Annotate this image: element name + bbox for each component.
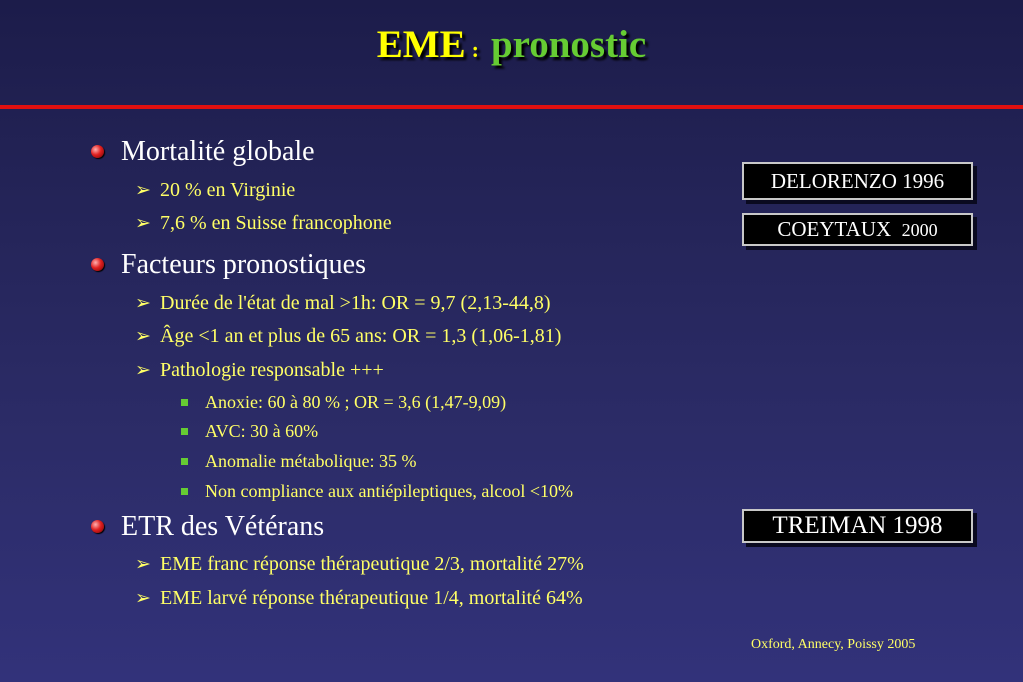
sub-list-item xyxy=(205,421,318,442)
reference-year: 2000 xyxy=(901,220,938,240)
footer-note: Oxford, Annecy, Poissy 2005 xyxy=(751,637,916,652)
list-item xyxy=(135,359,384,382)
sub-list-item-label: Anoxie: 60 à 80 % ; OR = 3,6 (1,47-9,09) xyxy=(205,392,507,412)
list-item xyxy=(135,212,392,235)
list-item-label: Durée de l'état de mal >1h: OR = 9,7 (2,13-44,8) xyxy=(160,292,551,314)
list-item xyxy=(135,179,296,202)
list-item xyxy=(135,553,584,576)
sub-list-item-label: AVC: 30 à 60% xyxy=(205,421,319,441)
square-bullet-icon xyxy=(181,458,188,465)
square-bullet-icon xyxy=(181,399,188,406)
section-heading-label: ETR des Vétérans xyxy=(121,511,325,542)
title-main: EME xyxy=(376,23,466,66)
arrow-bullet-icon: ➢ xyxy=(135,325,151,347)
reference-delorenzo xyxy=(742,162,973,200)
reference-coeytaux xyxy=(742,213,973,246)
section-heading xyxy=(121,511,324,543)
list-item xyxy=(135,587,583,610)
arrow-bullet-icon: ➢ xyxy=(135,179,151,201)
sub-list-item xyxy=(205,481,573,502)
arrow-bullet-icon: ➢ xyxy=(135,553,151,575)
list-item xyxy=(135,325,562,348)
list-item-label: 7,6 % en Suisse francophone xyxy=(160,212,392,234)
section-heading xyxy=(121,249,366,281)
reference-label: DELORENZO 1996 xyxy=(770,169,945,193)
arrow-bullet-icon: ➢ xyxy=(135,212,151,234)
section-heading-label: Facteurs pronostiques xyxy=(121,249,366,280)
list-item-label: EME franc réponse thérapeutique 2/3, mortalité 27% xyxy=(160,553,584,575)
square-bullet-icon xyxy=(181,488,188,495)
arrow-bullet-icon: ➢ xyxy=(135,587,151,609)
list-item-label: EME larvé réponse thérapeutique 1/4, mortalité 64% xyxy=(160,587,583,609)
sub-list-item-label: Anomalie métabolique: 35 % xyxy=(205,451,417,471)
sub-list-item xyxy=(205,392,506,413)
square-bullet-icon xyxy=(181,428,188,435)
list-item-label: 20 % en Virginie xyxy=(160,179,296,201)
arrow-bullet-icon: ➢ xyxy=(135,292,151,314)
title-accent: pronostic xyxy=(490,23,647,66)
reference-label: TREIMAN 1998 xyxy=(772,512,943,539)
list-item-label: Pathologie responsable +++ xyxy=(160,359,384,381)
reference-label: COEYTAUX xyxy=(777,217,892,241)
red-bullet-icon xyxy=(91,258,104,271)
title-separator: : xyxy=(471,37,479,62)
section-heading xyxy=(121,136,315,168)
reference-treiman xyxy=(742,509,973,543)
arrow-bullet-icon: ➢ xyxy=(135,359,151,381)
red-bullet-icon xyxy=(91,145,104,158)
red-bullet-icon xyxy=(91,520,104,533)
section-heading-label: Mortalité globale xyxy=(121,136,315,167)
sub-list-item xyxy=(205,451,416,472)
list-item xyxy=(135,292,551,315)
sub-list-item-label: Non compliance aux antiépileptiques, alcool <10% xyxy=(205,481,574,501)
list-item-label: Âge <1 an et plus de 65 ans: OR = 1,3 (1,06-1,81) xyxy=(160,325,562,347)
